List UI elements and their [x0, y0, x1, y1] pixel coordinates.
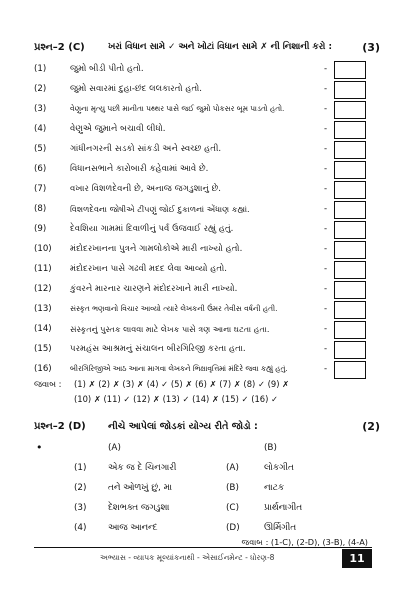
dash-separator: -: [324, 84, 328, 94]
right-item: નાટક: [264, 483, 285, 493]
left-item: આજ આનન્દ: [108, 523, 158, 533]
statement-text: કુંવરને મારનાર ચારણને મંદોદરખાને મારી નાખ્યો.: [70, 284, 238, 294]
statement-number: (8): [34, 204, 47, 214]
dash-separator: -: [324, 324, 328, 334]
section-c-marks: (3): [362, 41, 380, 54]
answer-box[interactable]: [334, 261, 366, 279]
dash-separator: -: [324, 284, 328, 294]
answer-box[interactable]: [334, 361, 366, 379]
dash-separator: -: [324, 344, 328, 354]
answer-box[interactable]: [334, 241, 366, 259]
statement-row: [34, 322, 370, 338]
statement-row: [34, 342, 370, 358]
statement-text: ગાંધીનગરની સડકો સાંકડી અને સ્વચ્છ હતી.: [70, 144, 222, 154]
statement-row: [34, 222, 370, 238]
statement-row: [34, 122, 370, 138]
dash-separator: -: [324, 204, 328, 214]
right-item: ઊર્મિગીત: [264, 523, 297, 533]
statement-text: વિશળદેવના જોષીએ ટીંપણું જોઈ દુકાળનાં એંધાણ કહ્યાં.: [70, 204, 250, 214]
left-item: તને ઓળખું છું, મા: [108, 483, 173, 493]
dash-separator: -: [324, 104, 328, 114]
statement-number: (13): [34, 304, 52, 314]
statement-number: (11): [34, 264, 52, 274]
section-d-marks: (2): [362, 420, 380, 433]
statement-text: જુમો બીડી પીતો હતો.: [70, 64, 144, 74]
statement-row: [34, 82, 370, 98]
statement-text: સંસ્કૃતનું પુસ્તક લાવવા માટે લેખક પાસે ત્રણ આના ઘટતા હતા.: [70, 324, 270, 334]
statement-number: (14): [34, 324, 52, 334]
section-c-header: [34, 42, 380, 58]
answer-box[interactable]: [334, 281, 366, 299]
statement-text: બીરગિરિજીએ આઠ આના માગવા લેખકને ભિક્ષાવૃત્તિમાં મંદિરે જવા કહ્યું હતું.: [70, 364, 288, 373]
answer-box[interactable]: [334, 61, 366, 79]
right-item: પ્રાર્થનાગીત: [264, 503, 303, 513]
statement-number: (4): [34, 124, 47, 134]
right-letter: (C): [226, 503, 240, 513]
statement-number: (12): [34, 284, 52, 294]
answer-box[interactable]: [334, 201, 366, 219]
footer-text: અભ્યાસ - વ્યાપક મૂલ્યાંકનાથી - એસાઈનમેન્ટ - ધોરણ-8: [100, 553, 275, 562]
column-a-header: (A): [108, 443, 121, 453]
section-d-instruction: નીચે આપેલાં જોડકાં યોગ્ય રીતે જોડો :: [108, 421, 258, 432]
section-c-instruction: ખરાં વિધાન સામે ✓ અને ખોટાં વિધાન સામે ✗ ની નિશાની કરો :: [108, 42, 332, 52]
answer-box[interactable]: [334, 81, 366, 99]
statement-row: [34, 162, 370, 178]
statement-number: (10): [34, 244, 52, 254]
statement-text: મંદોદરખાનના પુત્રને ગામલોકોએ મારી નાખ્યો હતો.: [70, 244, 243, 254]
answer-list: (10) ✗ (11) ✓ (12) ✗ (13) ✓ (14) ✗ (15) ✓ (16) ✓: [74, 394, 279, 404]
statement-number: (3): [34, 104, 47, 114]
left-number: (2): [74, 483, 87, 493]
answer-box[interactable]: [334, 341, 366, 359]
statement-number: (7): [34, 184, 47, 194]
answer-list: (1) ✗ (2) ✗ (3) ✗ (4) ✓ (5) ✗ (6) ✗ (7) ✗ (8) ✓ (9) ✗: [74, 379, 290, 389]
right-letter: (A): [226, 463, 239, 473]
statement-text: વિધાનસભાને કારોબારી કહેવામાં આવે છે.: [70, 164, 209, 174]
match-row: [34, 501, 374, 517]
statement-row: [34, 362, 370, 378]
statement-number: (9): [34, 224, 47, 234]
bullet-marker: •: [36, 441, 43, 454]
dash-separator: -: [324, 124, 328, 134]
statement-text: મંદોદરખાન પાસે ગઢવી મદદ લેવા આવ્યો હતો.: [70, 264, 227, 274]
statement-text: વેણુએ જુમાને બચાવી લીધો.: [70, 124, 166, 134]
left-number: (3): [74, 503, 87, 513]
answer-box[interactable]: [334, 321, 366, 339]
statement-text: વેણુના મૃત્યુ પછી માનીતા પથ્થર પાસે જઈ જુમો પોકસર બૂમ પાડતો હતો.: [70, 104, 285, 113]
statement-row: [34, 262, 370, 278]
dash-separator: -: [324, 244, 328, 254]
statement-number: (15): [34, 344, 52, 354]
dash-separator: -: [324, 144, 328, 154]
dash-separator: -: [324, 64, 328, 74]
dash-separator: -: [324, 364, 328, 374]
statement-row: [34, 142, 370, 158]
answer-label: જવાબ :: [34, 379, 62, 389]
answer-box[interactable]: [334, 121, 366, 139]
answer-box[interactable]: [334, 101, 366, 119]
statement-text: પરમહંસ આશ્રમનું સંચાલન બીરગિરિજી કરતા હતા.: [70, 344, 246, 354]
page-number: 11: [342, 549, 372, 568]
match-row: [34, 521, 374, 537]
statement-row: [34, 302, 370, 318]
answer-box[interactable]: [334, 221, 366, 239]
dash-separator: -: [324, 164, 328, 174]
statement-number: (2): [34, 84, 47, 94]
left-number: (1): [74, 463, 87, 473]
section-d-number: પ્રશ્ન–2 (D): [34, 421, 86, 432]
dash-separator: -: [324, 184, 328, 194]
right-letter: (D): [226, 523, 240, 533]
footer-divider: [34, 547, 372, 548]
statement-number: (1): [34, 64, 47, 74]
answer-key-line-2: [34, 393, 384, 407]
match-row: [34, 461, 374, 477]
statement-row: [34, 102, 370, 118]
statement-row: [34, 62, 370, 78]
statement-row: [34, 202, 370, 218]
left-number: (4): [74, 523, 87, 533]
statement-text: વખાર વિશળદેવની છે, અનાજ જગડુશાનું છે.: [70, 184, 221, 194]
right-item: લોકગીત: [264, 463, 294, 473]
left-item: એક જ દે ચિનગારી: [108, 463, 177, 473]
match-column-headers: [34, 441, 374, 457]
statement-number: (5): [34, 144, 47, 154]
statement-text: દેવશિયા ગામમાં દિવાળીનું પર્વ ઉજવાઈ રહ્યું હતું.: [70, 224, 234, 234]
statement-number: (6): [34, 164, 47, 174]
dash-separator: -: [324, 304, 328, 314]
answer-key-line-1: [34, 378, 384, 392]
statement-row: [34, 242, 370, 258]
answer-box[interactable]: [334, 301, 366, 319]
dash-separator: -: [324, 224, 328, 234]
answer-box[interactable]: [334, 161, 366, 179]
dash-separator: -: [324, 264, 328, 274]
right-letter: (B): [226, 483, 239, 493]
column-b-header: (B): [264, 443, 277, 453]
statement-row: [34, 182, 370, 198]
match-answer: જવાબ : (1-C), (2-D), (3-B), (4-A): [241, 537, 368, 547]
statement-text: જુમો સવારમાં દુહા-છંદ લલકારતો હતો.: [70, 84, 203, 94]
statement-number: (16): [34, 364, 52, 374]
answer-box[interactable]: [334, 181, 366, 199]
section-d-header: [34, 421, 380, 437]
section-c-number: પ્રશ્ન–2 (C): [34, 42, 85, 53]
left-item: દેશભક્ત જગડુશા: [108, 503, 170, 513]
statement-text: સંસ્કૃત ભણવાનો વિચાર આવ્યો ત્યારે લેખકની ઉંમર તેવીસ વર્ષની હતી.: [70, 304, 278, 313]
answer-box[interactable]: [334, 141, 366, 159]
match-row: [34, 481, 374, 497]
statement-row: [34, 282, 370, 298]
